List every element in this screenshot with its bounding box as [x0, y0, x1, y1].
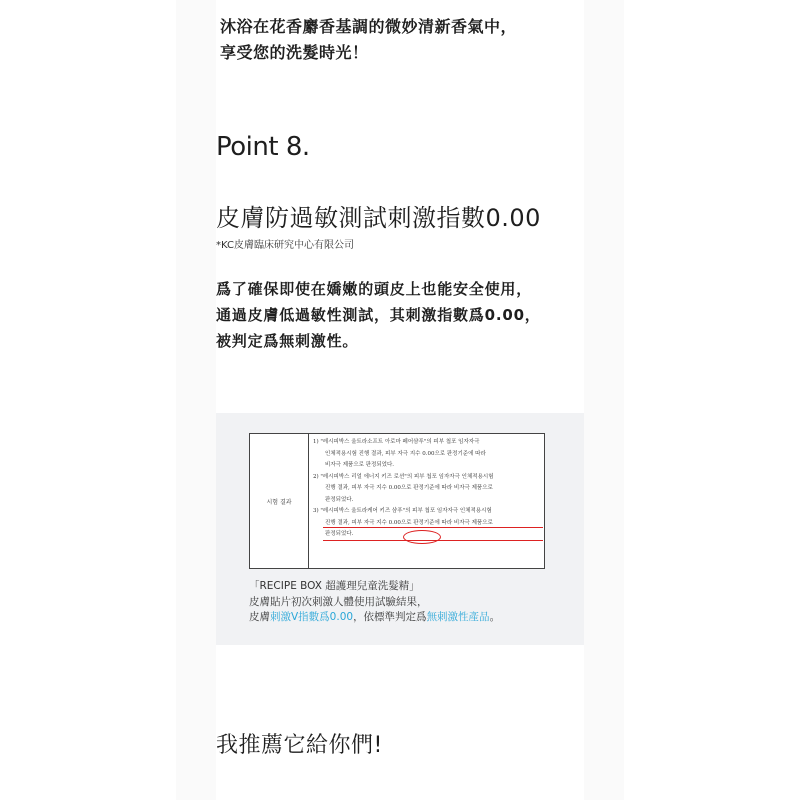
point-label: Point 8. — [216, 132, 310, 162]
document-body-cell — [309, 434, 544, 568]
red-circle-annotation — [403, 530, 441, 544]
intro-line-1: 沐浴在花香麝香基調的微妙清新香氣中， — [220, 17, 518, 36]
document-line: 인체적용시험 진행 결과, 피부 자극 지수 0.00으로 판정기준에 따라 — [325, 450, 486, 457]
test-result-document — [249, 433, 545, 569]
document-line: 2) "레시피박스 리얼 에너지 키즈 로션"의 피부 첩포 임자자극 인체적용시험 — [313, 473, 494, 480]
document-line: 진행 결과, 피부 자극 지수 0.00으로 판정기준에 따라 비자극 제품으로 — [325, 519, 493, 526]
caption-highlight: 無刺激性產品 — [426, 611, 490, 623]
test-result-panel — [216, 413, 584, 645]
document-header-cell: 시험 결과 — [250, 434, 309, 568]
document-line: 3) "레시피박스 울트라케어 키즈 샴푸"의 피부 첩포 임자자극 인체적용시험 — [313, 508, 492, 514]
document-line: 비자극 제품으로 판정되었다. — [325, 462, 395, 468]
right-margin-shade — [584, 0, 624, 800]
caption-line-3 — [249, 610, 500, 626]
caption-highlight: 刺激V指數爲0.00 — [270, 611, 354, 623]
caption-text: 皮膚 — [249, 611, 270, 623]
article-column — [216, 0, 584, 800]
source-note: *KC皮膚臨床研究中心有限公司 — [216, 240, 354, 251]
document-line: 진행 결과, 피부 자극 지수 0.00으로 판정기준에 따라 비자극 제품으로 — [325, 485, 493, 491]
document-line: 판정되었다. — [325, 531, 354, 537]
closing-heading: 我推薦它給你們! — [216, 733, 383, 758]
document-line: 1) "레시피박스 울트라소프트 아로마 페어샴푸"의 피부 첩포 임자자극 — [313, 439, 480, 445]
caption-text: ，依標準判定爲 — [353, 611, 427, 623]
body-line-2: 通過皮膚低過敏性測試，其刺激指數爲0.00， — [216, 306, 541, 324]
body-line-1: 爲了確保即使在嬌嫩的頭皮上也能安全使用， — [216, 280, 533, 298]
intro-line-2: 享受您的洗髮時光！ — [220, 43, 369, 62]
caption-text: 。 — [489, 611, 501, 623]
body-paragraph — [216, 276, 584, 354]
left-margin-shade — [176, 0, 216, 800]
document-line: 판정되었다. — [325, 496, 354, 503]
intro-text — [220, 14, 517, 66]
section-heading: 皮膚防過敏測試刺激指數0.00 — [216, 204, 541, 232]
caption-line-1: 「RECIPE BOX 超護理兒童洗髮精」 — [249, 580, 420, 592]
panel-caption — [249, 579, 500, 626]
caption-line-2: 皮膚貼片初次刺激人體使用試驗結果， — [249, 595, 428, 608]
red-underline-annotation — [323, 527, 543, 528]
body-line-3: 被判定爲無刺激性。 — [216, 332, 359, 350]
